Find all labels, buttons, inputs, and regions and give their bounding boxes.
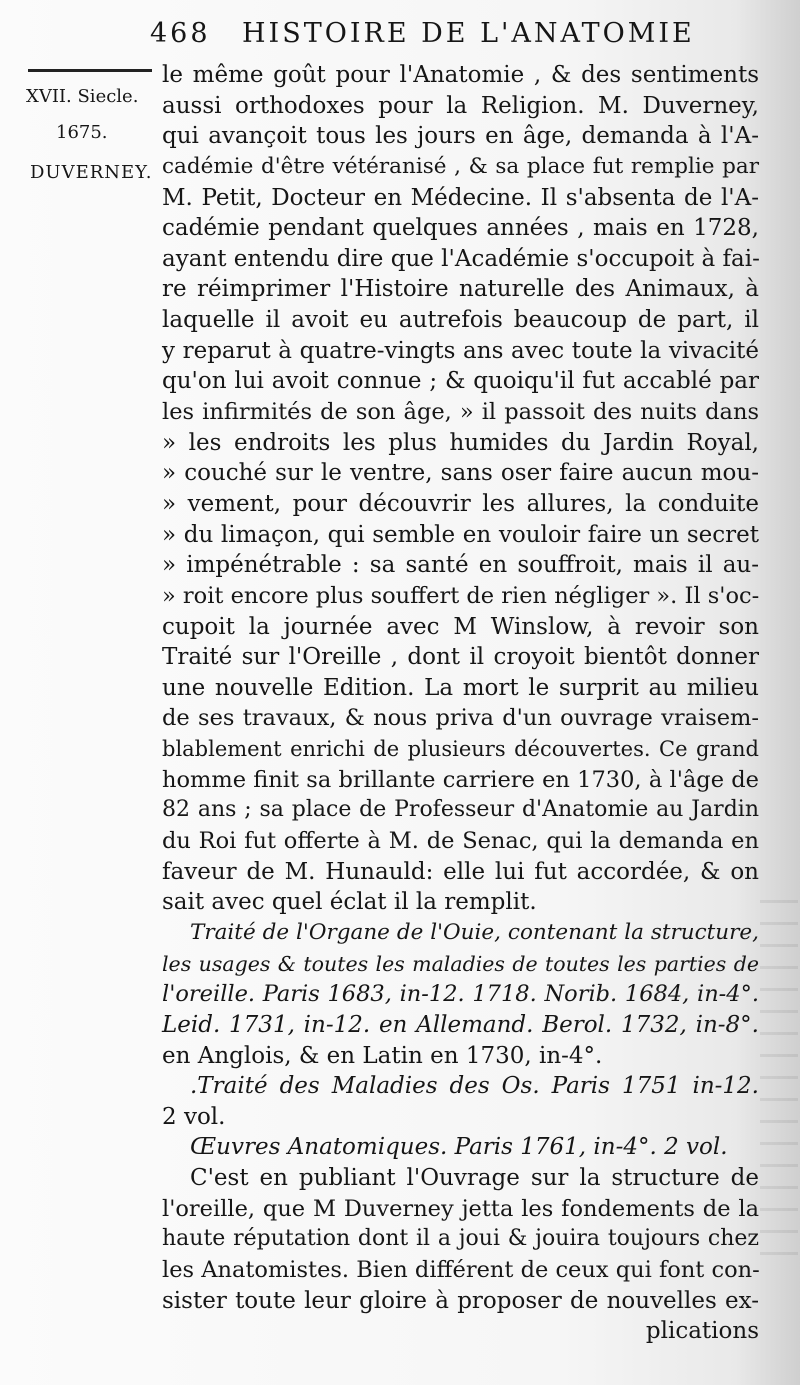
bibliography-line: 2 vol. [162, 1103, 226, 1130]
text-line: sait avec quel éclat il la remplit. [162, 889, 537, 916]
quoted-line: » impénétrable : sa santé en souffroit, mais il au- [162, 552, 759, 579]
margin-note-year: 1675. [56, 122, 108, 143]
bibliography-line: .Traité des Maladies des Os. Paris 1751 in-12. [190, 1073, 759, 1100]
text-line: cadémie pendant quelques années , mais en 1728, [162, 215, 759, 242]
text-line: les Anatomistes. Bien différent de ceux qui font con- [162, 1256, 760, 1283]
text-line: une nouvelle Edition. La mort le surprit au milieu [162, 674, 759, 701]
running-title: HISTOIRE DE L'ANATOMIE [242, 18, 695, 49]
text-line: Traité sur l'Oreille , dont il croyoit bientôt donner [162, 644, 759, 671]
margin-note-century: XVII. Siecle. [26, 86, 139, 107]
text-line: l'oreille, que M Duverney jetta les fondements de la [162, 1195, 759, 1222]
text-line: haute réputation dont il a joui & jouira toujours chez [162, 1226, 759, 1252]
text-line: de ses travaux, & nous priva d'un ouvrage vraisem- [162, 705, 759, 732]
text-line: re réimprimer l'Histoire naturelle des Animaux, à [162, 276, 759, 303]
text-line: les infirmités de son âge, » il passoit des nuits dans [162, 399, 759, 426]
page-number: 468 [150, 18, 211, 49]
text-line: cupoit la journée avec M Winslow, à revoir son [162, 613, 759, 640]
header-rule [28, 69, 152, 72]
text-line: du Roi fut offerte à M. de Senac, qui la demanda en [162, 828, 759, 855]
text-line: y reparut à quatre-vingts ans avec toute la vivacité [162, 337, 759, 364]
quoted-line: » couché sur le ventre, sans oser faire aucun mou- [162, 460, 759, 487]
text-line: ayant entendu dire que l'Académie s'occupoit à fai- [162, 245, 760, 272]
text-line: aussi orthodoxes pour la Religion. M. Duverney, [162, 92, 759, 119]
bibliography-line: Leid. 1731, in-12. en Allemand. Berol. 1732, in-8°. [162, 1011, 759, 1038]
quoted-line: » roit encore plus souffert de rien négliger ». Il s'oc- [162, 582, 760, 609]
catchword: plications [645, 1318, 759, 1345]
text-line: 82 ans ; sa place de Professeur d'Anatomie au Jardin [162, 797, 759, 823]
margin-note-author: DUVERNEY. [30, 162, 153, 183]
text-line: laquelle il avoit eu autrefois beaucoup de part, il [162, 307, 759, 334]
text-line: faveur de M. Hunauld: elle lui fut accordée, & on [162, 858, 759, 885]
bibliography-line: les usages & toutes les maladies de toutes les parties de [162, 951, 759, 976]
text-line: cadémie d'être vétéranisé , & sa place fut remplie par [162, 153, 759, 179]
text-line: C'est en publiant l'Ouvrage sur la structure de [190, 1165, 759, 1192]
quoted-line: » les endroits les plus humides du Jardin Royal, [162, 429, 759, 456]
show-through-texture [760, 900, 798, 1260]
bibliography-line: Œuvres Anatomiques. Paris 1761, in-4°. 2 vol. [190, 1134, 728, 1161]
bibliography-line: en Anglois, & en Latin en 1730, in-4°. [162, 1042, 603, 1069]
body-text [162, 60, 759, 1347]
text-line: le même goût pour l'Anatomie , & des sentiments [162, 62, 759, 88]
text-line: M. Petit, Docteur en Médecine. Il s'absenta de l'A- [162, 184, 759, 211]
text-line: qui avançoit tous les jours en âge, demanda à l'A- [162, 123, 759, 150]
bibliography-line: l'oreille. Paris 1683, in-12. 1718. Norib. 1684, in-4°. [162, 981, 759, 1008]
text-line: qu'on lui avoit connue ; & quoiqu'il fut accablé par [162, 368, 759, 395]
text-line: blablement enrichi de plusieurs découvertes. Ce grand [162, 737, 759, 762]
quoted-line: » vement, pour découvrir les allures, la conduite [162, 490, 759, 517]
text-line: sister toute leur gloire à proposer de nouvelles ex- [162, 1287, 759, 1314]
quoted-line: » du limaçon, qui semble en vouloir faire un secret [162, 521, 759, 548]
bibliography-line: Traité de l'Organe de l'Ouie, contenant la structure, [190, 919, 759, 945]
text-line: homme finit sa brillante carriere en 1730, à l'âge de [162, 766, 759, 793]
